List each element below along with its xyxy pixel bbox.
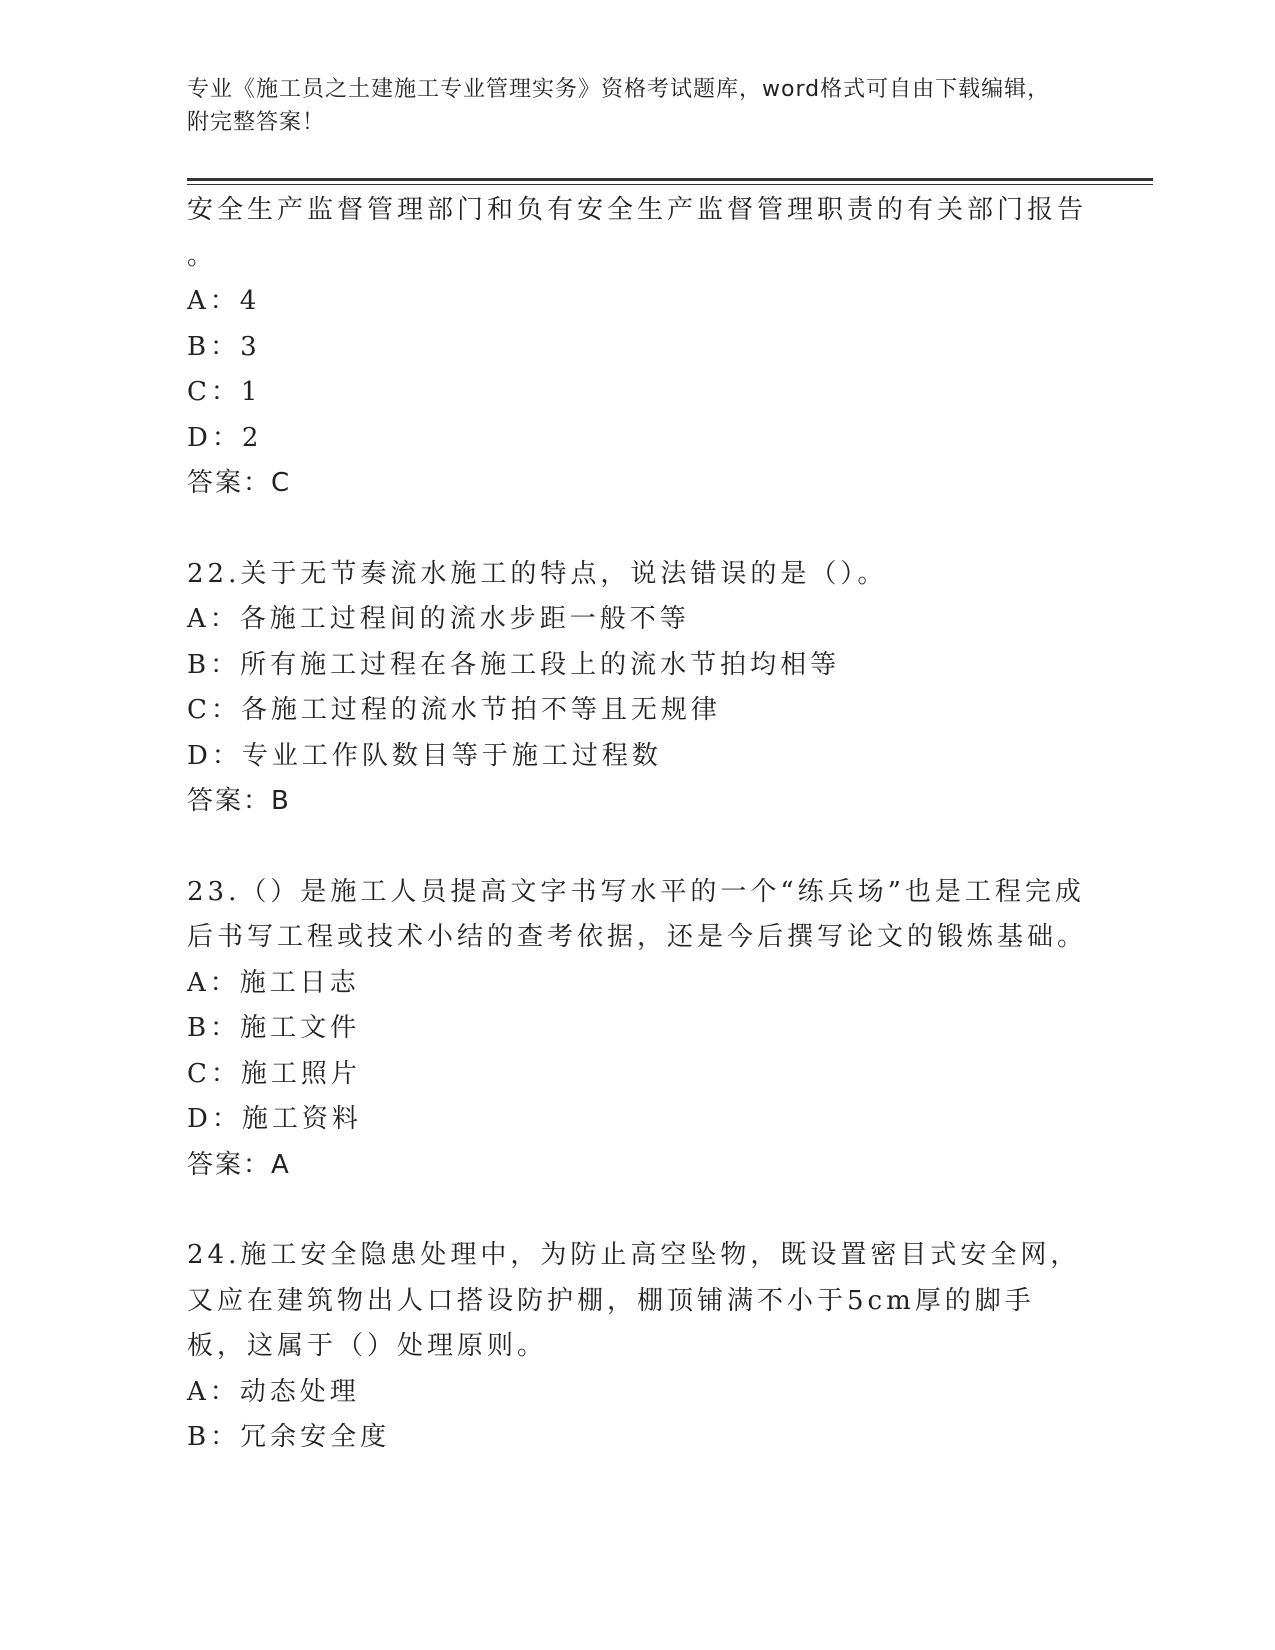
option-c: C：各施工过程的流水节拍不等且无规律 xyxy=(187,695,721,725)
question-24 xyxy=(187,1233,1087,1461)
answer-line: 答案：B xyxy=(187,786,291,816)
header-divider-thick xyxy=(187,178,1153,181)
answer-line: 答案：C xyxy=(187,468,292,498)
option-b: B：所有施工过程在各施工段上的流水节拍均相等 xyxy=(187,649,841,680)
question-23 xyxy=(187,870,1087,1189)
question-stem: 23.（）是施工人员提高文字书写水平的一个“练兵场”也是工程完成后书写工程或技术小结的查考依据，还是今后撰写论文的锻炼基础。 xyxy=(187,876,1088,952)
question-stem-line: 安全生产监督管理部门和负有安全生产监督管理职责的有关部门报告 xyxy=(187,195,1088,225)
question-stem: 24.施工安全隐患处理中，为防止高空坠物，既设置密目式安全网，又应在建筑物出人口搭设防护棚，棚顶铺满不小于5cm厚的脚手板，这属于（）处理原则。 xyxy=(187,1240,1081,1361)
option-a: A：施工日志 xyxy=(187,967,360,998)
option-a: A：各施工过程间的流水步距一般不等 xyxy=(187,604,690,634)
question-22 xyxy=(187,552,1087,825)
question-stem: 22.关于无节奏流水施工的特点，说法错误的是（）。 xyxy=(187,558,888,589)
header-divider-thin xyxy=(187,184,1153,185)
question-21-continuation xyxy=(187,188,1087,507)
option-d: D：专业工作队数目等于施工过程数 xyxy=(187,740,662,771)
option-c: C：1 xyxy=(187,377,262,407)
option-c: C：施工照片 xyxy=(187,1058,361,1089)
option-a: A：动态处理 xyxy=(187,1376,360,1407)
option-d: D：施工资料 xyxy=(187,1104,362,1134)
option-a: A：4 xyxy=(187,286,261,316)
question-content xyxy=(187,188,1087,1461)
document-header: 专业《施工员之土建施工专业管理实务》资格考试题库，word格式可自由下载编辑，附完整答案！ xyxy=(187,77,1051,135)
option-d: D：2 xyxy=(187,422,263,453)
option-b: B：冗余安全度 xyxy=(187,1422,391,1452)
answer-line: 答案：A xyxy=(187,1149,291,1180)
option-b: B：施工文件 xyxy=(187,1013,361,1043)
option-b: B：3 xyxy=(187,331,261,362)
question-stem-line: 。 xyxy=(187,240,218,271)
